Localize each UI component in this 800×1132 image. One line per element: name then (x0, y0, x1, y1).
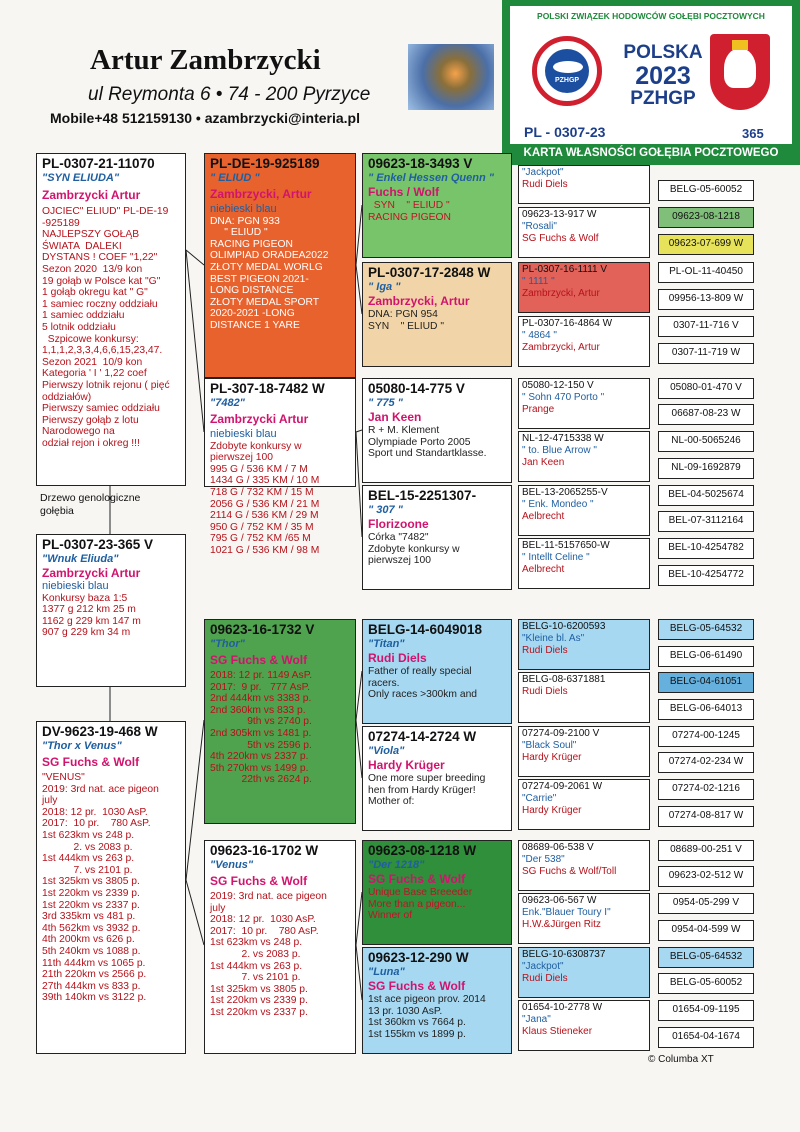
grandparent-ring: PL-DE-19-925189 (210, 156, 320, 171)
detail-line: 1 gołąb okregu kat " G" (42, 287, 148, 299)
detail-line: RACING PIGEON (210, 238, 293, 250)
grandparent-owner: SG Fuchs & Wolf (210, 653, 308, 667)
ggp-owner: SG Fuchs & Wolf (368, 979, 466, 993)
detail-line: ŚWIATA DALEKI (42, 240, 122, 252)
dam-box (36, 721, 186, 1054)
detail-line: DISTANCE 1 YARE (210, 319, 300, 331)
g5-box: 09623-08-1218 (658, 207, 754, 228)
ggp-ring: BELG-14-6049018 (368, 622, 483, 637)
g4-ring: BEL-11-5157650-W (522, 540, 610, 551)
detail-line: 1st 220km vs 2337 p. (210, 1006, 308, 1018)
sire-box (36, 153, 186, 486)
detail-line: 1021 G / 536 KM / 98 M (210, 544, 320, 556)
detail-line: 2017: 9 pr. 777 AsP. (210, 681, 310, 693)
detail-line: Sezon 2020 13/9 kon (42, 263, 143, 275)
grandparent-name: "Venus" (210, 859, 254, 871)
breeder-contact: Mobile+48 512159130 • azambrzycki@interia.pl (50, 110, 360, 126)
g4-ring: 09623-06-567 W (522, 895, 597, 906)
grandparent-owner: SG Fuchs & Wolf (210, 874, 308, 888)
subject-details (42, 593, 180, 639)
subject-color: niebieski blau (42, 580, 109, 592)
g4-box (518, 779, 650, 830)
g5-box: BEL-07-3112164 (658, 511, 754, 532)
g4-owner: SG Fuchs & Wolf (522, 233, 599, 244)
detail-line: 4th 562km vs 3932 p. (42, 922, 141, 934)
grandparent-name: " ELIUD " (210, 172, 260, 184)
g4-box (518, 538, 650, 589)
g5-box: BELG-05-60052 (658, 180, 754, 201)
grandparent-name: "7482" (210, 397, 245, 409)
detail-line: SYN " ELIUD " (368, 200, 450, 211)
g5-box: 07274-02-234 W (658, 752, 754, 773)
ggp-owner: Florizoone (368, 517, 429, 531)
detail-line: 1 samiec roczny oddziału (42, 298, 158, 310)
g5-box: 01654-09-1195 (658, 1000, 754, 1021)
g5-box: 0954-04-599 W (658, 920, 754, 941)
g5-box: BEL-10-4254782 (658, 538, 754, 559)
detail-line: 1 samiec oddziału (42, 310, 125, 322)
subject-name: "Wnuk Eliuda" (42, 553, 119, 565)
g5-box: 0307-11-716 V (658, 316, 754, 337)
detail-line: 1st 220km vs 2339 p. (42, 887, 140, 899)
detail-line: 2019: 3rd nat. ace pigeon (42, 783, 159, 795)
g4-owner: Aelbrecht (522, 564, 565, 575)
ggp-ring: 07274-14-2724 W (368, 729, 477, 744)
ggp-name: " 775 " (368, 397, 403, 409)
detail-line: 5th 270km vs 1499 p. (210, 762, 309, 774)
g5-box: 0954-05-299 V (658, 893, 754, 914)
g5-box: BELG-05-64532 (658, 619, 754, 640)
g5-box: 0307-11-719 W (658, 343, 754, 364)
g4-owner: Hardy Krüger (522, 805, 582, 816)
g4-ring: BEL-13-2065255-V (522, 487, 608, 498)
detail-line: OLIMPIAD ORADEA2022 (210, 250, 329, 262)
detail-line: Unique Base Breeeder (368, 887, 473, 898)
detail-line: 2019: 3rd nat. ace pigeon (210, 891, 327, 902)
g4-box (518, 1000, 650, 1051)
g4-ring: NL-12-4715338 W (522, 433, 604, 444)
subject-ring: PL-0307-23-365 V (42, 537, 154, 552)
g4-ring: 09623-13-917 W (522, 209, 597, 220)
g4-owner: Prange (522, 404, 555, 415)
grandparent-color: niebieski blau (210, 428, 277, 440)
detail-line: 2020-2021 -LONG (210, 308, 295, 320)
detail-line: 995 G / 536 KM / 7 M (210, 463, 308, 475)
g4-name: "Jackpot" (522, 961, 564, 972)
detail-line: R + M. Klement (368, 425, 440, 436)
g4-owner: Rudi Diels (522, 686, 568, 697)
grandparent-box (204, 153, 356, 378)
g4-ring: 01654-10-2778 W (522, 1002, 603, 1013)
g4-name: " 4864 " (522, 330, 557, 341)
g4-owner: SG Fuchs & Wolf/Toll (522, 866, 617, 877)
grandparent-details (210, 670, 350, 786)
g4-name: "Rosali" (522, 221, 557, 232)
g4-ring: 05080-12-150 V (522, 380, 594, 391)
detail-line: 2018: 12 pr. 1030 AsP. (42, 806, 148, 818)
ggp-details (368, 887, 506, 922)
g4-ring: 07274-09-2100 V (522, 728, 600, 739)
detail-line: 39th 140km vs 3122 p. (42, 992, 147, 1004)
g4-box (518, 726, 650, 777)
detail-line: 1st ace pigeon prov. 2014 (368, 994, 486, 1005)
great-grandparent-box (362, 262, 512, 367)
detail-line: 11th 444km vs 1065 p. (42, 957, 146, 969)
detail-line: 950 G / 752 KM / 35 M (210, 521, 314, 533)
detail-line: oddziałów) (42, 391, 92, 403)
detail-line: -925189 (42, 217, 80, 229)
sire-owner: Zambrzycki Artur (42, 188, 141, 202)
detail-line: Zdobyte konkursy w (368, 543, 460, 555)
g5-box: 09623-07-699 W (658, 234, 754, 255)
detail-line: Konkursy baza 1:5 (42, 592, 128, 604)
detail-line: 3rd 335km vs 481 p. (42, 911, 136, 923)
detail-line: 2nd 444km vs 3383 p. (210, 693, 312, 705)
detail-line: 5th vs 2596 p. (210, 739, 312, 751)
ggp-owner: Hardy Krüger (368, 758, 445, 772)
g4-box (518, 619, 650, 670)
g4-name: " Intellt Celine " (522, 552, 590, 563)
g5-box: 07274-08-817 W (658, 806, 754, 827)
ggp-ring: 09623-12-290 W (368, 950, 469, 965)
g5-box: 07274-02-1216 (658, 779, 754, 800)
detail-line: RACING PIGEON (368, 211, 451, 223)
ggp-name: "Der 1218" (368, 859, 425, 871)
grandparent-name: "Thor" (210, 638, 245, 650)
breeder-name: Artur Zambrzycki (90, 44, 321, 76)
detail-line: 4th 220km vs 2337 p. (210, 751, 309, 763)
g4-name: "Jana" (522, 1014, 551, 1025)
g4-ring: PL-0307-16-4864 W (522, 318, 613, 329)
detail-line: OJCIEC" ELIUD" PL-DE-19 (42, 206, 169, 217)
g5-box: PL-OL-11-40450 (658, 262, 754, 283)
g4-ring: 08689-06-538 V (522, 842, 594, 853)
detail-line: 2nd 305km vs 1481 p. (210, 727, 312, 739)
detail-line: ZŁOTY MEDAL SPORT (210, 296, 320, 308)
great-grandparent-box (362, 153, 512, 258)
g4-name: "Black Soul" (522, 740, 577, 751)
detail-line: 1162 g 229 km 147 m (42, 615, 141, 627)
detail-line: 2114 G / 536 KM / 29 M (210, 510, 319, 522)
g4-ring: 07274-09-2061 W (522, 781, 603, 792)
detail-line: racers. (368, 677, 400, 689)
detail-line: 1st 360km vs 7664 p. (368, 1017, 466, 1029)
g4-box (518, 431, 650, 482)
ggp-ring: 09623-08-1218 W (368, 843, 477, 858)
ggp-details (368, 994, 506, 1040)
g4-owner: Aelbrecht (522, 511, 565, 522)
ggp-details (368, 532, 506, 567)
g4-owner: Rudi Diels (522, 179, 568, 190)
great-grandparent-box (362, 378, 512, 483)
detail-line: 27th 444km vs 833 p. (42, 980, 141, 992)
grandparent-ring: PL-307-18-7482 W (210, 381, 325, 396)
g5-box: BELG-05-60052 (658, 973, 754, 994)
great-grandparent-box (362, 840, 512, 945)
detail-line: july (42, 795, 58, 807)
g4-name: Enk."Blauer Toury I" (522, 907, 611, 918)
g4-box (518, 165, 650, 204)
g5-box: 09956-13-809 W (658, 289, 754, 310)
detail-line: 1st 444km vs 263 p. (210, 960, 303, 972)
detail-line: Kategoria ' I ' 1,22 coef (42, 368, 147, 380)
detail-line: 2018: 12 pr. 1149 AsP. (210, 670, 313, 681)
detail-line: 2056 G / 536 KM / 21 M (210, 498, 320, 510)
breeder-address: ul Reymonta 6 • 74 - 200 Pyrzyce (88, 84, 371, 105)
detail-line: 2017: 10 pr. 780 AsP. (210, 925, 319, 937)
ggp-ring: BEL-15-2251307- (368, 488, 477, 503)
detail-line: 907 g 229 km 34 m (42, 627, 131, 639)
g4-owner: H.W.&Jürgen Ritz (522, 919, 601, 930)
ggp-ring: PL-0307-17-2848 W (368, 265, 491, 280)
g4-name: " Sohn 470 Porto " (522, 392, 605, 403)
g5-box: BELG-05-64532 (658, 947, 754, 968)
detail-line: 13 pr. 1030 AsP. (368, 1005, 443, 1017)
g5-box: 09623-02-512 W (658, 866, 754, 887)
detail-line: 2018: 12 pr. 1030 AsP. (210, 914, 316, 926)
detail-line: 1434 G / 335 KM / 10 M (210, 475, 320, 487)
g4-ring: BELG-10-6308737 (522, 949, 606, 960)
detail-line: DNA: PGN 954 (368, 309, 438, 320)
g5-box: 08689-00-251 V (658, 840, 754, 861)
g4-name: "Carrie" (522, 793, 557, 804)
detail-line: pierwszej 100 (368, 555, 431, 567)
logo-text: PZHGP (554, 77, 580, 84)
detail-line: NAJLEPSZY GOŁĄB (42, 229, 140, 241)
g4-box (518, 378, 650, 429)
g4-box (518, 262, 650, 313)
ggp-details (368, 425, 506, 460)
g5-box: 01654-04-1674 (658, 1027, 754, 1048)
sire-details (42, 206, 180, 449)
g5-box: NL-09-1692879 (658, 458, 754, 479)
detail-line: Only races >300km and (368, 689, 478, 701)
great-grandparent-box (362, 485, 512, 590)
ggp-owner: Fuchs / Wolf (368, 185, 440, 199)
detail-line: BEST PIGEON 2021- (210, 273, 309, 285)
g5-box: NL-00-5065246 (658, 431, 754, 452)
g5-box: 07274-00-1245 (658, 726, 754, 747)
detail-line: LONG DISTANCE (210, 285, 294, 297)
detail-line: 4th 200km vs 626 p. (42, 934, 135, 946)
ggp-name: "Titan" (368, 638, 405, 650)
detail-line: Pierwszy gołąb z lotu (42, 414, 139, 426)
ggp-ring: 05080-14-775 V (368, 381, 465, 396)
detail-line: 2017: 10 pr. 780 AsP. (42, 818, 151, 830)
detail-line: DNA: PGN 933 (210, 215, 280, 227)
g4-owner: Rudi Diels (522, 973, 568, 984)
g5-box: BEL-04-5025674 (658, 485, 754, 506)
detail-line: 1st 325km vs 3805 p. (42, 876, 140, 888)
detail-line: 718 G / 732 KM / 15 M (210, 486, 314, 498)
g4-owner: Rudi Diels (522, 645, 568, 656)
g4-box (518, 840, 650, 891)
ggp-owner: Zambrzycki, Artur (368, 294, 470, 308)
ggp-owner: SG Fuchs & Wolf (368, 872, 466, 886)
card-ring: PL - 0307-23 (524, 124, 606, 140)
g4-ring: BELG-10-6200593 (522, 621, 606, 632)
ggp-details (368, 309, 506, 332)
g4-box (518, 485, 650, 536)
grandparent-owner: Zambrzycki Artur (210, 412, 309, 426)
detail-line: Szpicowe konkursy: (42, 333, 139, 345)
detail-line: 22th vs 2624 p. (210, 774, 312, 786)
detail-line: 2. vs 2083 p. (210, 948, 301, 960)
grandparent-box (204, 619, 356, 824)
g5-box: BEL-10-4254772 (658, 565, 754, 586)
connector-line (186, 250, 204, 265)
grandparent-box (204, 840, 356, 1054)
detail-line: 795 G / 752 KM /65 M (210, 533, 311, 545)
g4-name: " to. Blue Arrow " (522, 445, 597, 456)
grandparent-details (210, 891, 350, 1019)
detail-line: ZŁOTY MEDAL WORLG (210, 261, 323, 273)
dam-owner: SG Fuchs & Wolf (42, 755, 140, 769)
connector-line (186, 720, 204, 880)
g4-box (518, 672, 650, 723)
g4-ring: PL-0307-16-1111 V (522, 264, 608, 275)
detail-line: SYN " ELIUD " (368, 320, 444, 332)
detail-line: Pierwszy samiec oddziału (42, 403, 160, 415)
g4-ring: BELG-08-6371881 (522, 674, 606, 685)
detail-line: 2nd 360km vs 833 p. (210, 704, 306, 716)
dam-details (42, 772, 180, 1004)
detail-line: 1st 623km vs 248 p. (210, 937, 303, 949)
ggp-details (368, 773, 506, 808)
great-grandparent-box (362, 726, 512, 831)
g4-name: " 1111 " (522, 276, 555, 287)
card-year: 2023 (635, 62, 691, 90)
detail-line: 9th vs 2740 p. (210, 716, 312, 728)
dam-name: "Thor x Venus" (42, 740, 122, 752)
grandparent-ring: 09623-16-1732 V (210, 622, 315, 637)
ggp-name: "Luna" (368, 966, 405, 978)
detail-line: 5 lotnik oddziału (42, 321, 116, 333)
detail-line: 1377 g 212 km 25 m (42, 604, 136, 616)
g4-owner: Jan Keen (522, 457, 565, 468)
g4-box (518, 893, 650, 944)
g4-box (518, 207, 650, 258)
sire-ring: PL-0307-21-11070 (42, 156, 155, 171)
g5-box: BELG-06-64013 (658, 699, 754, 720)
detail-line: odział rejon i okreg !!! (42, 437, 140, 449)
detail-line: One more super breeding (368, 773, 486, 784)
grandparent-owner: Zambrzycki, Artur (210, 187, 312, 201)
detail-line: pierwszej 100 (210, 452, 273, 464)
g4-owner: Zambrzycki, Artur (522, 288, 600, 299)
detail-line: 19 gołąb w Polsce kat "G" (42, 275, 161, 287)
great-grandparent-box (362, 619, 512, 724)
g4-box (518, 947, 650, 998)
detail-line: Narodowego na (42, 426, 115, 438)
g4-owner: Klaus Stieneker (522, 1026, 593, 1037)
detail-line: 1st 444km vs 263 p. (42, 853, 135, 865)
card-org: POLSKI ZWIĄZEK HODOWCÓW GOŁĘBI POCZTOWYCH (537, 11, 765, 21)
great-grandparent-box (362, 947, 512, 1054)
card-country: POLSKA (623, 42, 703, 63)
grandparent-details (210, 441, 350, 557)
ggp-owner: Rudi Diels (368, 651, 427, 665)
subject-owner: Zambrzycki Artur (42, 566, 141, 580)
detail-line: Father of really special (368, 666, 472, 677)
detail-line: "VENUS" (42, 772, 85, 783)
g4-name: " Enk. Mondeo " (522, 499, 594, 510)
detail-line: Córka "7482" (368, 532, 429, 543)
detail-line: 2. vs 2083 p. (42, 841, 133, 853)
detail-line: 1st 155km vs 1899 p. (368, 1028, 466, 1040)
detail-line: Sezon 2021 10/9 kon (42, 356, 143, 368)
ggp-owner: Jan Keen (368, 410, 422, 424)
detail-line: Winner of (368, 910, 413, 922)
card-number: 365 (742, 126, 764, 141)
grandparent-color: niebieski blau (210, 203, 277, 215)
detail-line: 1st 623km vs 248 p. (42, 829, 135, 841)
g4-name: "Kleine bl. As" (522, 633, 585, 644)
card-footer: KARTA WŁASNOŚCI GOŁĘBIA POCZTOWEGO (523, 147, 779, 159)
grandparent-details (210, 216, 350, 332)
detail-line: 21th 220km vs 2566 p. (42, 969, 147, 981)
ggp-name: " Enkel Hessen Quenn " (368, 172, 494, 184)
ggp-name: "Viola" (368, 745, 405, 757)
ggp-name: " 307 " (368, 504, 403, 516)
detail-line: 1st 325km vs 3805 p. (210, 983, 308, 995)
detail-line: DYSTANS ! COEF "1,22" (42, 252, 158, 264)
g5-box: 06687-08-23 W (658, 404, 754, 425)
detail-line: 1st 220km vs 2339 p. (210, 995, 308, 1007)
detail-line: Zdobyte konkursy w (210, 440, 302, 452)
detail-line: Mother of: (368, 796, 415, 808)
ggp-details (368, 666, 506, 701)
detail-line: 7. vs 2101 p. (42, 864, 133, 876)
grandparent-ring: 09623-16-1702 W (210, 843, 319, 858)
detail-line: More than a pigeon... (368, 898, 466, 910)
detail-line: Olympiade Porto 2005 (368, 436, 471, 448)
grandparent-box (204, 378, 356, 556)
copyright: © Columba XT (648, 1054, 714, 1065)
detail-line: 1,1,1,2,3,3,4,6,6,15,23,47. (42, 345, 163, 357)
g4-name: "Der 538" (522, 854, 565, 865)
card-abbr: PZHGP (630, 88, 696, 109)
sire-name: "SYN ELIUDA" (42, 172, 120, 184)
detail-line: july (210, 902, 226, 914)
ggp-name: " Iga " (368, 281, 401, 293)
detail-line: 1st 220km vs 2337 p. (42, 899, 140, 911)
g4-owner: Hardy Krüger (522, 752, 582, 763)
subject-box (36, 534, 186, 687)
connector-line (186, 250, 204, 432)
detail-line: Sport und Standartklasse. (368, 448, 487, 460)
g4-name: "Jackpot" (522, 167, 564, 178)
connector-line (186, 880, 204, 945)
ggp-details (368, 200, 506, 223)
g5-box: 05080-01-470 V (658, 378, 754, 399)
g4-owner: Zambrzycki, Artur (522, 342, 600, 353)
dam-ring: DV-9623-19-468 W (42, 724, 158, 739)
g5-box: BELG-04-61051 (658, 672, 754, 693)
detail-line: 5th 240km vs 1088 p. (42, 945, 141, 957)
detail-line: " ELIUD " (210, 227, 268, 239)
ggp-ring: 09623-18-3493 V (368, 156, 473, 171)
detail-line: 7. vs 2101 p. (210, 972, 301, 984)
g4-box (518, 316, 650, 367)
detail-line: hen from Hardy Krüger! (368, 784, 476, 796)
g5-box: BELG-06-61490 (658, 646, 754, 667)
detail-line: Pierwszy lotnik rejonu ( pięć (42, 379, 170, 391)
tree-label: Drzewo genologiczne gołębia (40, 492, 141, 517)
